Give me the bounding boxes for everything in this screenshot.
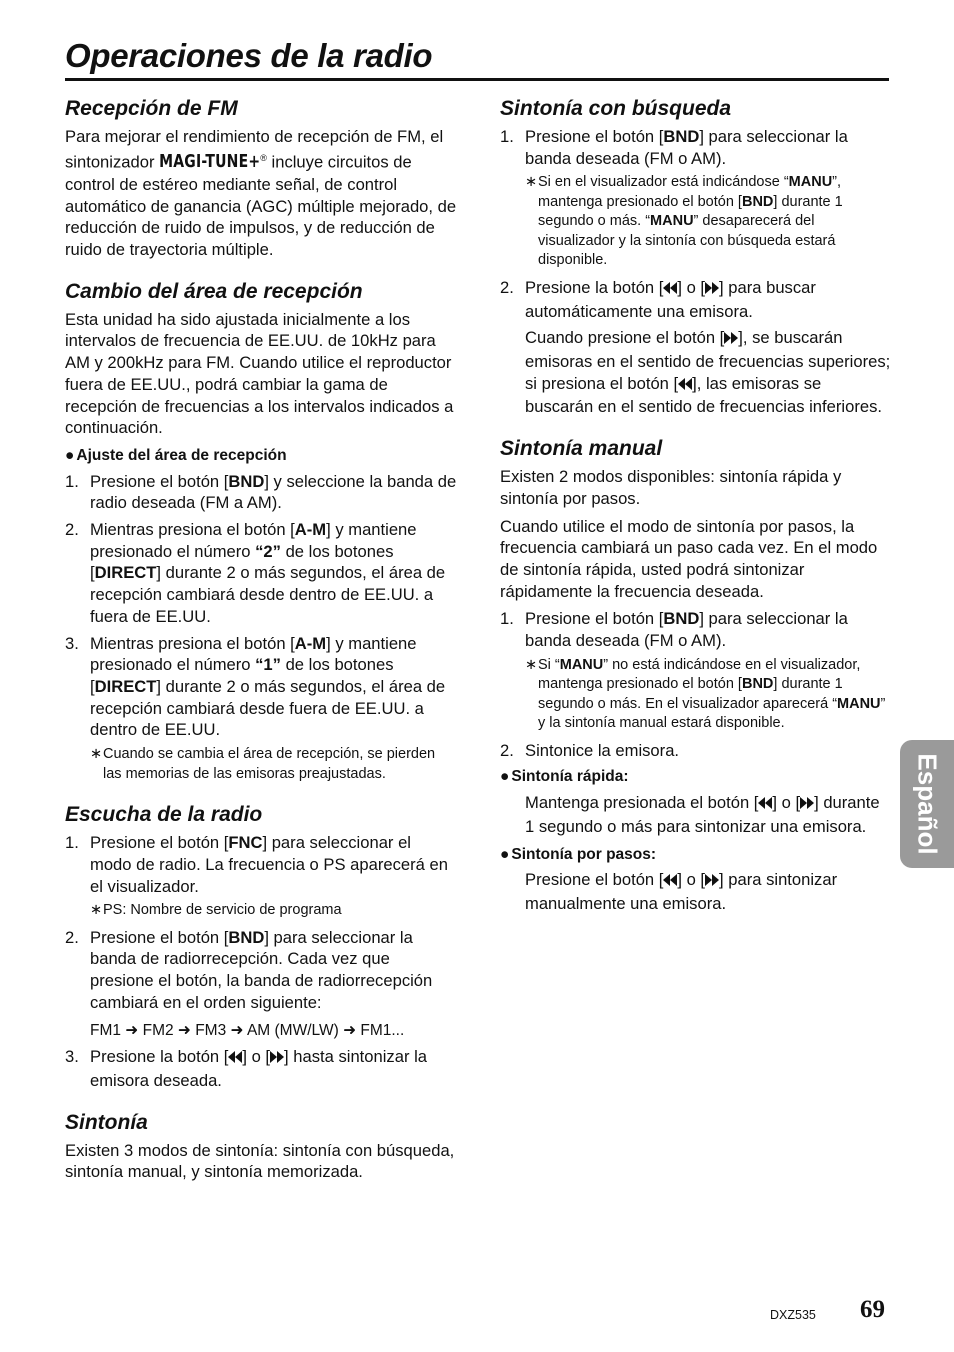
step-text: Presione el botón [ (90, 927, 229, 947)
step-text: ] y seleccione la banda de radio deseada (FM a AM). (90, 471, 457, 513)
prev-icon (228, 1048, 242, 1070)
step-number: 1. (65, 833, 79, 853)
button-name: BND (663, 127, 700, 146)
step-text: ], las emisoras se buscarán en el sentido de frecuencias inferiores. (525, 373, 882, 417)
registered-mark: ® (260, 152, 267, 163)
note-text: PS: Nombre de servicio de programa (103, 902, 342, 919)
list-item (500, 126, 892, 271)
step-text: Mantenga presionada el botón [ (525, 793, 759, 813)
step-tuning-heading (500, 844, 892, 866)
step-text: ] para seleccionar la banda deseada (FM o AM). (525, 127, 848, 168)
area-steps (65, 471, 457, 784)
step-number: 1. (65, 471, 79, 491)
step-number: 1. (500, 127, 514, 146)
step-text: ] o [ (677, 277, 706, 297)
left-column (65, 96, 457, 1201)
next-icon (705, 279, 719, 301)
step-text: ] y mantiene presionado el número (90, 520, 417, 561)
language-tab-label: Español (912, 753, 943, 855)
title-rule (65, 78, 889, 81)
ps-note (90, 901, 457, 921)
magi-tune-logo: MAGI-TUNE+ (159, 152, 261, 173)
step-text: ] y mantiene presionado el número (90, 633, 417, 675)
list-item (65, 519, 457, 628)
prev-icon (663, 871, 677, 893)
page-number: 69 (860, 1296, 885, 1323)
step-text: de los botones [ (90, 541, 394, 583)
area-note (90, 745, 457, 784)
bullet-icon: ● (500, 768, 510, 786)
step-number: 1. (500, 609, 514, 629)
step-text: Presione el botón [ (90, 471, 229, 491)
heading-listening: Escucha de la radio (65, 803, 263, 827)
note-text: ”, mantenga presionado el botón [ (538, 174, 842, 210)
step-text: ] o [ (677, 870, 706, 890)
fm-text-2: incluye circuitos de control de estéreo mediante señal, de control automático de ganancia (AGC) múltiple mejorado, de reducción de ruido de impulsos, y de reducción de ruido de trayectoria múltiple. (65, 152, 457, 260)
asterisk-icon: ∗ (525, 656, 538, 673)
section-listening (65, 802, 457, 1092)
button-name: A-M (294, 520, 327, 540)
section-fm-reception (65, 96, 457, 261)
heading-tuning: Sintonía (65, 1110, 148, 1134)
button-name: BND (663, 609, 700, 629)
button-name: BND (228, 927, 265, 947)
note-text: ] durante 1 segundo o más. En el visualizador aparecerá “ (538, 676, 843, 712)
step-text: Mientras presiona el botón [ (90, 520, 295, 540)
step-text: Presione el botón [ (525, 870, 664, 890)
step-tuning-text (500, 869, 892, 914)
step-number: 2. (500, 277, 514, 297)
step-text: ] para buscar automáticamente una emisora. (525, 277, 816, 321)
band-sequence: FM1 ➜ FM2 ➜ FM3 ➜ AM (MW/LW) ➜ FM1... (90, 1021, 405, 1039)
next-icon (800, 794, 814, 816)
button-name: BND (741, 193, 774, 210)
heading-fm-reception: Recepción de FM (65, 97, 238, 120)
manu-indicator: MANU (650, 213, 694, 230)
fast-tuning-text (500, 792, 892, 837)
listening-steps (65, 832, 457, 1092)
area-bullet-label: Ajuste del área de recepción (76, 446, 287, 464)
step-text: de los botones [ (90, 655, 394, 696)
step-text: ] para seleccionar la banda deseada (FM o AM). (525, 609, 848, 651)
seek-steps (500, 126, 892, 418)
note-text: Cuando se cambia el área de recepción, se pierden las memorias de las emisoras preajustadas. (103, 746, 436, 782)
step-number: 3. (65, 1047, 79, 1067)
button-name: DIRECT (94, 563, 157, 583)
fast-tuning-label: Sintonía rápida: (511, 768, 629, 786)
button-name: DIRECT (94, 677, 157, 696)
step-text: ] durante 1 segundo o más para sintonizar una emisora. (525, 793, 880, 836)
step-text: Presione la botón [ (90, 1047, 229, 1067)
prev-icon (758, 794, 772, 816)
list-item (500, 608, 892, 733)
manu-indicator: MANU (788, 174, 833, 191)
step-text: ] o [ (242, 1047, 271, 1067)
manual-p1: Existen 2 modos disponibles: sintonía rápida y sintonía por pasos. (500, 467, 842, 508)
step-text: Sintonice la emisora. (525, 740, 680, 760)
section-reception-area (65, 279, 457, 784)
list-item (65, 633, 457, 785)
list-item (65, 927, 457, 1042)
right-column (500, 96, 892, 933)
list-item (65, 471, 457, 514)
manu-indicator: MANU (837, 695, 881, 712)
manual-p2: Cuando utilice el modo de sintonía por pasos, la frecuencia cambiará un paso cada vez. En el modo de sintonía rápida, usted podrá sintonizar rápidamente la frecuencia deseada. (500, 516, 878, 601)
bullet-icon: ● (65, 446, 75, 464)
button-name: BND (741, 676, 774, 693)
prev-icon (678, 375, 692, 397)
fm-text-1: Para mejorar el rendimiento de recepción de FM, el sintonizador (65, 127, 444, 172)
list-item (65, 832, 457, 921)
list-item (500, 277, 892, 418)
bullet-icon: ● (500, 845, 510, 863)
step-text: ] para sintonizar manualmente una emisora. (525, 870, 838, 913)
seek-direction-paragraph (525, 327, 892, 418)
step-text: Cuando presione el botón [ (525, 328, 725, 348)
note-text: ” desaparecerá del visualizador y la sintonía con búsqueda estará disponible. (538, 213, 836, 269)
next-icon (270, 1048, 284, 1070)
note-text: ] durante 1 segundo o más. “ (538, 193, 843, 230)
step-number: 2. (500, 740, 514, 760)
next-icon (724, 329, 738, 351)
heading-reception-area: Cambio del área de recepción (65, 279, 363, 303)
asterisk-icon: ∗ (90, 746, 103, 763)
area-bullet-heading (65, 445, 457, 467)
next-icon (705, 871, 719, 893)
heading-manual-tuning: Sintonía manual (500, 437, 663, 461)
note-text: ” no está indicándose en el visualizador, mantenga presionado el botón [ (538, 656, 861, 693)
section-manual-tuning (500, 436, 892, 915)
manu-indicator: MANU (559, 656, 604, 673)
step-text: ] para seleccionar la banda de radiorrecepción. Cada vez que presione el botón, la banda de radiorrecepción cambiará en el orden siguiente: (90, 927, 433, 1012)
language-tab (900, 740, 954, 868)
button-name: A-M (294, 633, 327, 653)
section-seek-tuning (500, 96, 892, 418)
step-text: Presione el botón [ (90, 833, 229, 853)
page-title: Operaciones de la radio (65, 37, 433, 74)
step-number: 2. (65, 927, 79, 947)
fm-paragraph (65, 126, 457, 261)
list-item (65, 1046, 457, 1091)
area-intro: Esta unidad ha sido ajustada inicialmente a los intervalos de frecuencia de EE.UU. de 10kHz para AM y 200kHz para FM. Cuando utilice el reproductor fuera de EE.UU., podrá cambiar la gama de recepción de frecuencias a los intervalos indicados a continuación. (65, 309, 454, 438)
step-text: Presione el botón [ (525, 609, 664, 629)
heading-seek-tuning: Sintonía con búsqueda (500, 97, 732, 120)
step-text: ] hasta sintonizar la emisora deseada. (90, 1047, 428, 1090)
step-text: ] durante 2 o más segundos, el área de recepción cambiará desde fuera de EE.UU. a dentro de EE.UU. (90, 677, 446, 740)
tuning-text: Existen 3 modos de sintonía: sintonía con búsqueda, sintonía manual, y sintonía memorizada. (65, 1140, 455, 1182)
step-text: Mientras presiona el botón [ (90, 633, 295, 653)
button-name: FNC (228, 833, 263, 853)
asterisk-icon: ∗ (525, 174, 538, 191)
note-text: ” y la sintonía manual estará disponible. (538, 695, 886, 732)
prev-icon (663, 279, 677, 301)
note-text: Si en el visualizador está indicándose “ (538, 174, 789, 191)
key-number: “1” (255, 655, 281, 675)
step-text: ], se buscarán emisoras en el sentido de frecuencias superiores; si presiona el botón [ (525, 328, 891, 393)
seek-note (525, 173, 892, 271)
key-number: “2” (255, 541, 281, 561)
fast-tuning-heading (500, 766, 892, 788)
step-text: ] o [ (772, 793, 801, 813)
model-number: DXZ535 (770, 1308, 816, 1322)
step-number: 2. (65, 520, 79, 540)
asterisk-icon: ∗ (90, 902, 103, 919)
step-number: 3. (65, 633, 79, 653)
step-text: Presione la botón [ (525, 277, 664, 297)
step-text: ] para seleccionar el modo de radio. La frecuencia o PS aparecerá en el visualizador. (90, 833, 448, 896)
note-text: Si “ (538, 656, 560, 673)
button-name: BND (228, 471, 265, 491)
manual-note (525, 656, 892, 734)
manual-steps (500, 608, 892, 761)
step-tuning-label: Sintonía por pasos: (511, 845, 657, 863)
section-tuning (65, 1110, 457, 1183)
list-item (500, 740, 892, 762)
step-text: Presione el botón [ (525, 127, 664, 146)
step-text: ] durante 2 o más segundos, el área de recepción cambiará desde dentro de EE.UU. a fuera de EE.UU. (90, 563, 446, 626)
